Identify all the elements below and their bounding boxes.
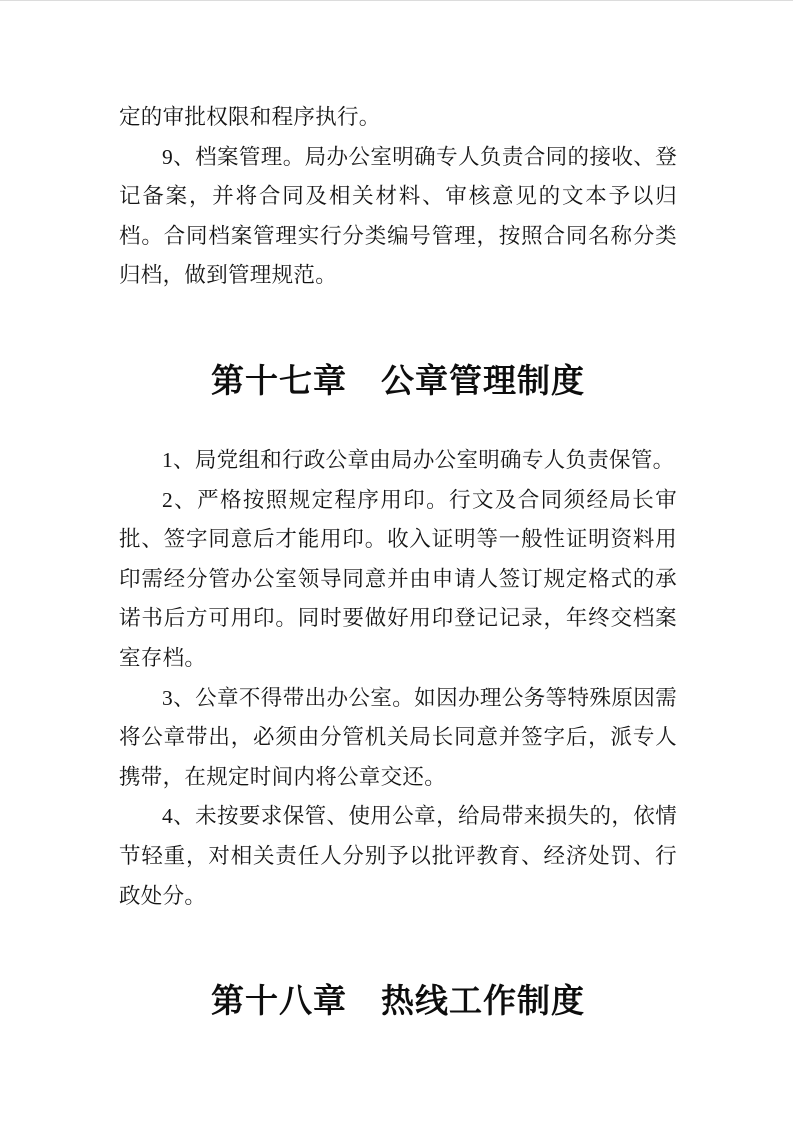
chapter-17-item-2: 2、严格按照规定程序用印。行文及合同须经局长审批、签字同意后才能用印。收入证明等一般性证明资料用印需经分管办公室领导同意并由申请人签订规定格式的承诺书后方可用印。同时要做好用印登记记录，年终交档案室存档。 — [119, 487, 677, 670]
chapter-17-item-3: 3、公章不得带出办公室。如因办理公务等特殊原因需将公章带出，必须由分管机关局长同意并签字后，派专人携带，在规定时间内将公章交还。 — [119, 685, 677, 789]
chapter-17-heading: 第十七章 公章管理制度 — [211, 363, 585, 400]
paragraph-continuation: 定的审批权限和程序执行。 — [119, 105, 381, 129]
chapter-18-heading: 第十八章 热线工作制度 — [211, 984, 585, 1021]
page-top-edge — [0, 0, 793, 1]
chapter-17-item-4: 4、未按要求保管、使用公章，给局带来损失的，依情节轻重，对相关责任人分别予以批评教育、经济处罚、行政处分。 — [119, 804, 677, 908]
paragraph-archive-management: 9、档案管理。局办公室明确专人负责合同的接收、登记备案，并将合同及相关材料、审核意见的文本予以归档。合同档案管理实行分类编号管理，按照合同名称分类归档，做到管理规范。 — [119, 144, 677, 288]
chapter-17-item-1: 1、局党组和行政公章由局办公室明确专人负责保管。 — [162, 447, 675, 472]
